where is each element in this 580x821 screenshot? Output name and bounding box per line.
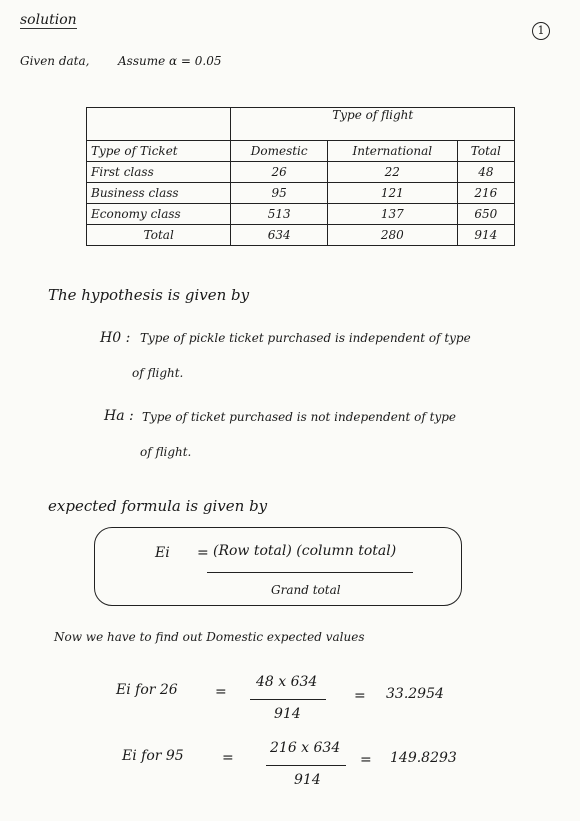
table-row	[87, 183, 515, 204]
expected-equals: =	[354, 688, 366, 704]
table-cell: 914	[457, 225, 514, 246]
hypothesis-intro: The hypothesis is given by	[48, 286, 250, 304]
table-row	[87, 204, 515, 225]
expected-fraction-line	[266, 765, 346, 766]
table-header-row	[87, 141, 515, 162]
column-header: Domestic	[231, 141, 327, 162]
domestic-intro: Now we have to find out Domestic expected values	[54, 630, 365, 644]
table-cell: 650	[457, 204, 514, 225]
h0-text-line2: of flight.	[132, 366, 184, 380]
contingency-table	[86, 107, 515, 246]
table-cell: 26	[231, 162, 327, 183]
h0-text-line1: Type of pickle ticket purchased is independent of type	[140, 331, 471, 345]
assume-alpha: Assume α = 0.05	[118, 54, 222, 68]
solution-heading: solution	[20, 12, 77, 28]
table-cell: 22	[327, 162, 457, 183]
table-cell: 95	[231, 183, 327, 204]
table-cell: 280	[327, 225, 457, 246]
table-cell: 121	[327, 183, 457, 204]
formula-lhs: Ei	[155, 545, 170, 561]
table-cell: First class	[87, 162, 231, 183]
expected-result: 33.2954	[386, 686, 444, 702]
ha-text-line2: of flight.	[140, 445, 192, 459]
ha-text-line1: Type of ticket purchased is not independent of type	[142, 410, 457, 424]
table-cell: 513	[231, 204, 327, 225]
expected-numerator: 48 x 634	[256, 674, 318, 690]
table-row	[87, 162, 515, 183]
column-header: Type of Ticket	[87, 141, 231, 162]
column-header: International	[327, 141, 457, 162]
ha-label: Ha :	[104, 408, 134, 424]
expected-label: Ei for 95	[122, 748, 184, 764]
column-header: Total	[457, 141, 514, 162]
formula-box	[94, 527, 462, 606]
expected-fraction-line	[250, 699, 326, 700]
table-cell: 216	[457, 183, 514, 204]
table-cell: Business class	[87, 183, 231, 204]
expected-denominator: 914	[274, 706, 301, 722]
table-cell: 634	[231, 225, 327, 246]
table-corner-cell	[87, 108, 231, 141]
expected-label: Ei for 26	[116, 682, 178, 698]
table-cell: Total	[87, 225, 231, 246]
formula-equals: =	[197, 545, 209, 561]
formula-fraction-line	[207, 572, 413, 573]
formula-intro: expected formula is given by	[48, 497, 268, 515]
expected-equals: =	[360, 752, 372, 768]
table-row	[87, 225, 515, 246]
h0-label: H0 :	[100, 330, 131, 346]
table-cell: 48	[457, 162, 514, 183]
expected-result: 149.8293	[390, 750, 457, 766]
expected-equals: =	[215, 684, 227, 700]
expected-numerator: 216 x 634	[270, 740, 341, 756]
table-group-header-row	[87, 108, 515, 141]
expected-equals: =	[222, 750, 234, 766]
formula-denominator: Grand total	[271, 583, 341, 597]
given-data-label: Given data,	[20, 54, 90, 68]
table-cell: 137	[327, 204, 457, 225]
table-cell: Economy class	[87, 204, 231, 225]
expected-denominator: 914	[294, 772, 321, 788]
page-number-badge: 1	[532, 22, 550, 40]
flight-type-group-header: Type of flight	[231, 108, 515, 141]
formula-numerator: (Row total) (column total)	[213, 543, 397, 559]
